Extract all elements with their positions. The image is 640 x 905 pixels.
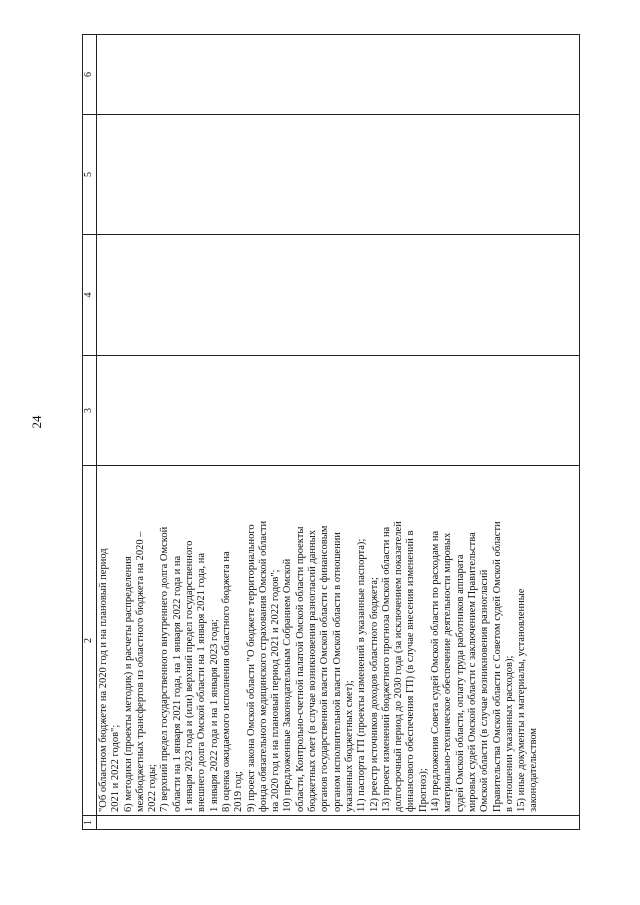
header-col-2: 2: [83, 466, 97, 816]
text-line: указанных бюджетных смет);: [343, 680, 355, 812]
text-line: 7) верхний предел государственного внутреннего долга Омской: [159, 526, 171, 812]
cell-col-1: [97, 816, 580, 830]
text-line: 14) предложения Совета судей Омской области по расходам на: [430, 530, 442, 812]
text-line: на 2020 год и на плановый период 2021 и 2022 годов";: [270, 569, 282, 812]
document-table-rotated: [82, 35, 580, 830]
text-line: Омской области (в случае возникновения разногласий: [479, 569, 491, 812]
cell-col-3: [97, 356, 580, 466]
text-line: области, Контрольно-счетной палатой Омской области проекты: [294, 526, 306, 812]
text-line: 9) проект закона Омской области "О бюджете территориального: [245, 524, 257, 812]
page-number: 24: [29, 415, 44, 429]
text-line: мировых судей Омской области с заключением Правительства: [466, 532, 478, 812]
text-line: 1 января 2023 года и (или) верхний предел государственного: [184, 540, 196, 812]
text-line: внешнего долга Омской области на 1 января 2021 года, на: [196, 552, 208, 812]
text-line: области на 1 января 2021 года, на 1 января 2022 года и на: [171, 555, 183, 812]
text-line: 6) методики (проекты методик) и расчеты распределения: [122, 556, 134, 812]
text-line: долгосрочный период до 2030 года (за исключением показателей: [393, 521, 405, 812]
text-line: материально-техническое обеспечение деятельности мировых: [442, 532, 454, 812]
text-line: 2021 и 2022 годов";: [110, 724, 122, 812]
text-line: 8) оценка ожидаемого исполнения областного бюджета на: [220, 551, 232, 812]
text-line: органов государственной власти Омской области с финансовым: [319, 525, 331, 812]
text-line: законодательством: [528, 727, 540, 812]
text-line: судей Омской области, оплату труда работников аппарата: [454, 554, 466, 812]
text-line: органом исполнительной власти Омской области в отношении: [331, 532, 343, 812]
text-line: 12) реестр источников доходов областного бюджета;: [368, 577, 380, 812]
cell-col-5: [97, 115, 580, 235]
header-col-5: 5: [83, 115, 97, 235]
header-col-6: 6: [83, 35, 97, 115]
cell-col-4: [97, 235, 580, 356]
text-line: 2019 год;: [233, 771, 245, 812]
cell-text-lines: [97, 466, 541, 815]
document-table: [82, 34, 580, 830]
text-line: бюджетных смет (в случае возникновения разногласий данных: [307, 530, 319, 812]
text-line: 15) иные документы и материалы, установленные: [516, 588, 528, 812]
text-line: финансового обеспечения ГП) (в случае внесения изменений в: [405, 530, 417, 812]
header-col-1: 1: [83, 816, 97, 830]
text-line: 10) предложенные Законодательным Собранием Омской: [282, 558, 294, 812]
text-line: 11) паспорта ГП (проекты изменений в указанные паспорта);: [356, 538, 368, 812]
text-line: "Об областном бюджете на 2020 год и на плановый период: [98, 548, 109, 812]
text-line: межбюджетных трансфертов из областного бюджета на 2020 –: [134, 531, 146, 812]
text-line: фонда обязательного медицинского страхования Омской области: [257, 520, 269, 812]
header-col-4: 4: [83, 235, 97, 356]
cell-col-2: [97, 466, 580, 816]
text-line: 1 января 2022 года и на 1 января 2023 года;: [208, 619, 220, 812]
text-line: Прогноз);: [417, 768, 429, 812]
header-col-3: 3: [83, 356, 97, 466]
text-line: 13) проект изменений бюджетного прогноза Омской области на: [380, 526, 392, 812]
text-line: 2022 годы;: [147, 764, 159, 812]
table-header-row: [83, 35, 97, 830]
cell-col-6: [97, 35, 580, 115]
table-row: [97, 35, 580, 830]
text-line: в отношении указанных расходов);: [503, 655, 515, 812]
text-line: Правительства Омской области с Советом судей Омской области: [491, 521, 503, 812]
